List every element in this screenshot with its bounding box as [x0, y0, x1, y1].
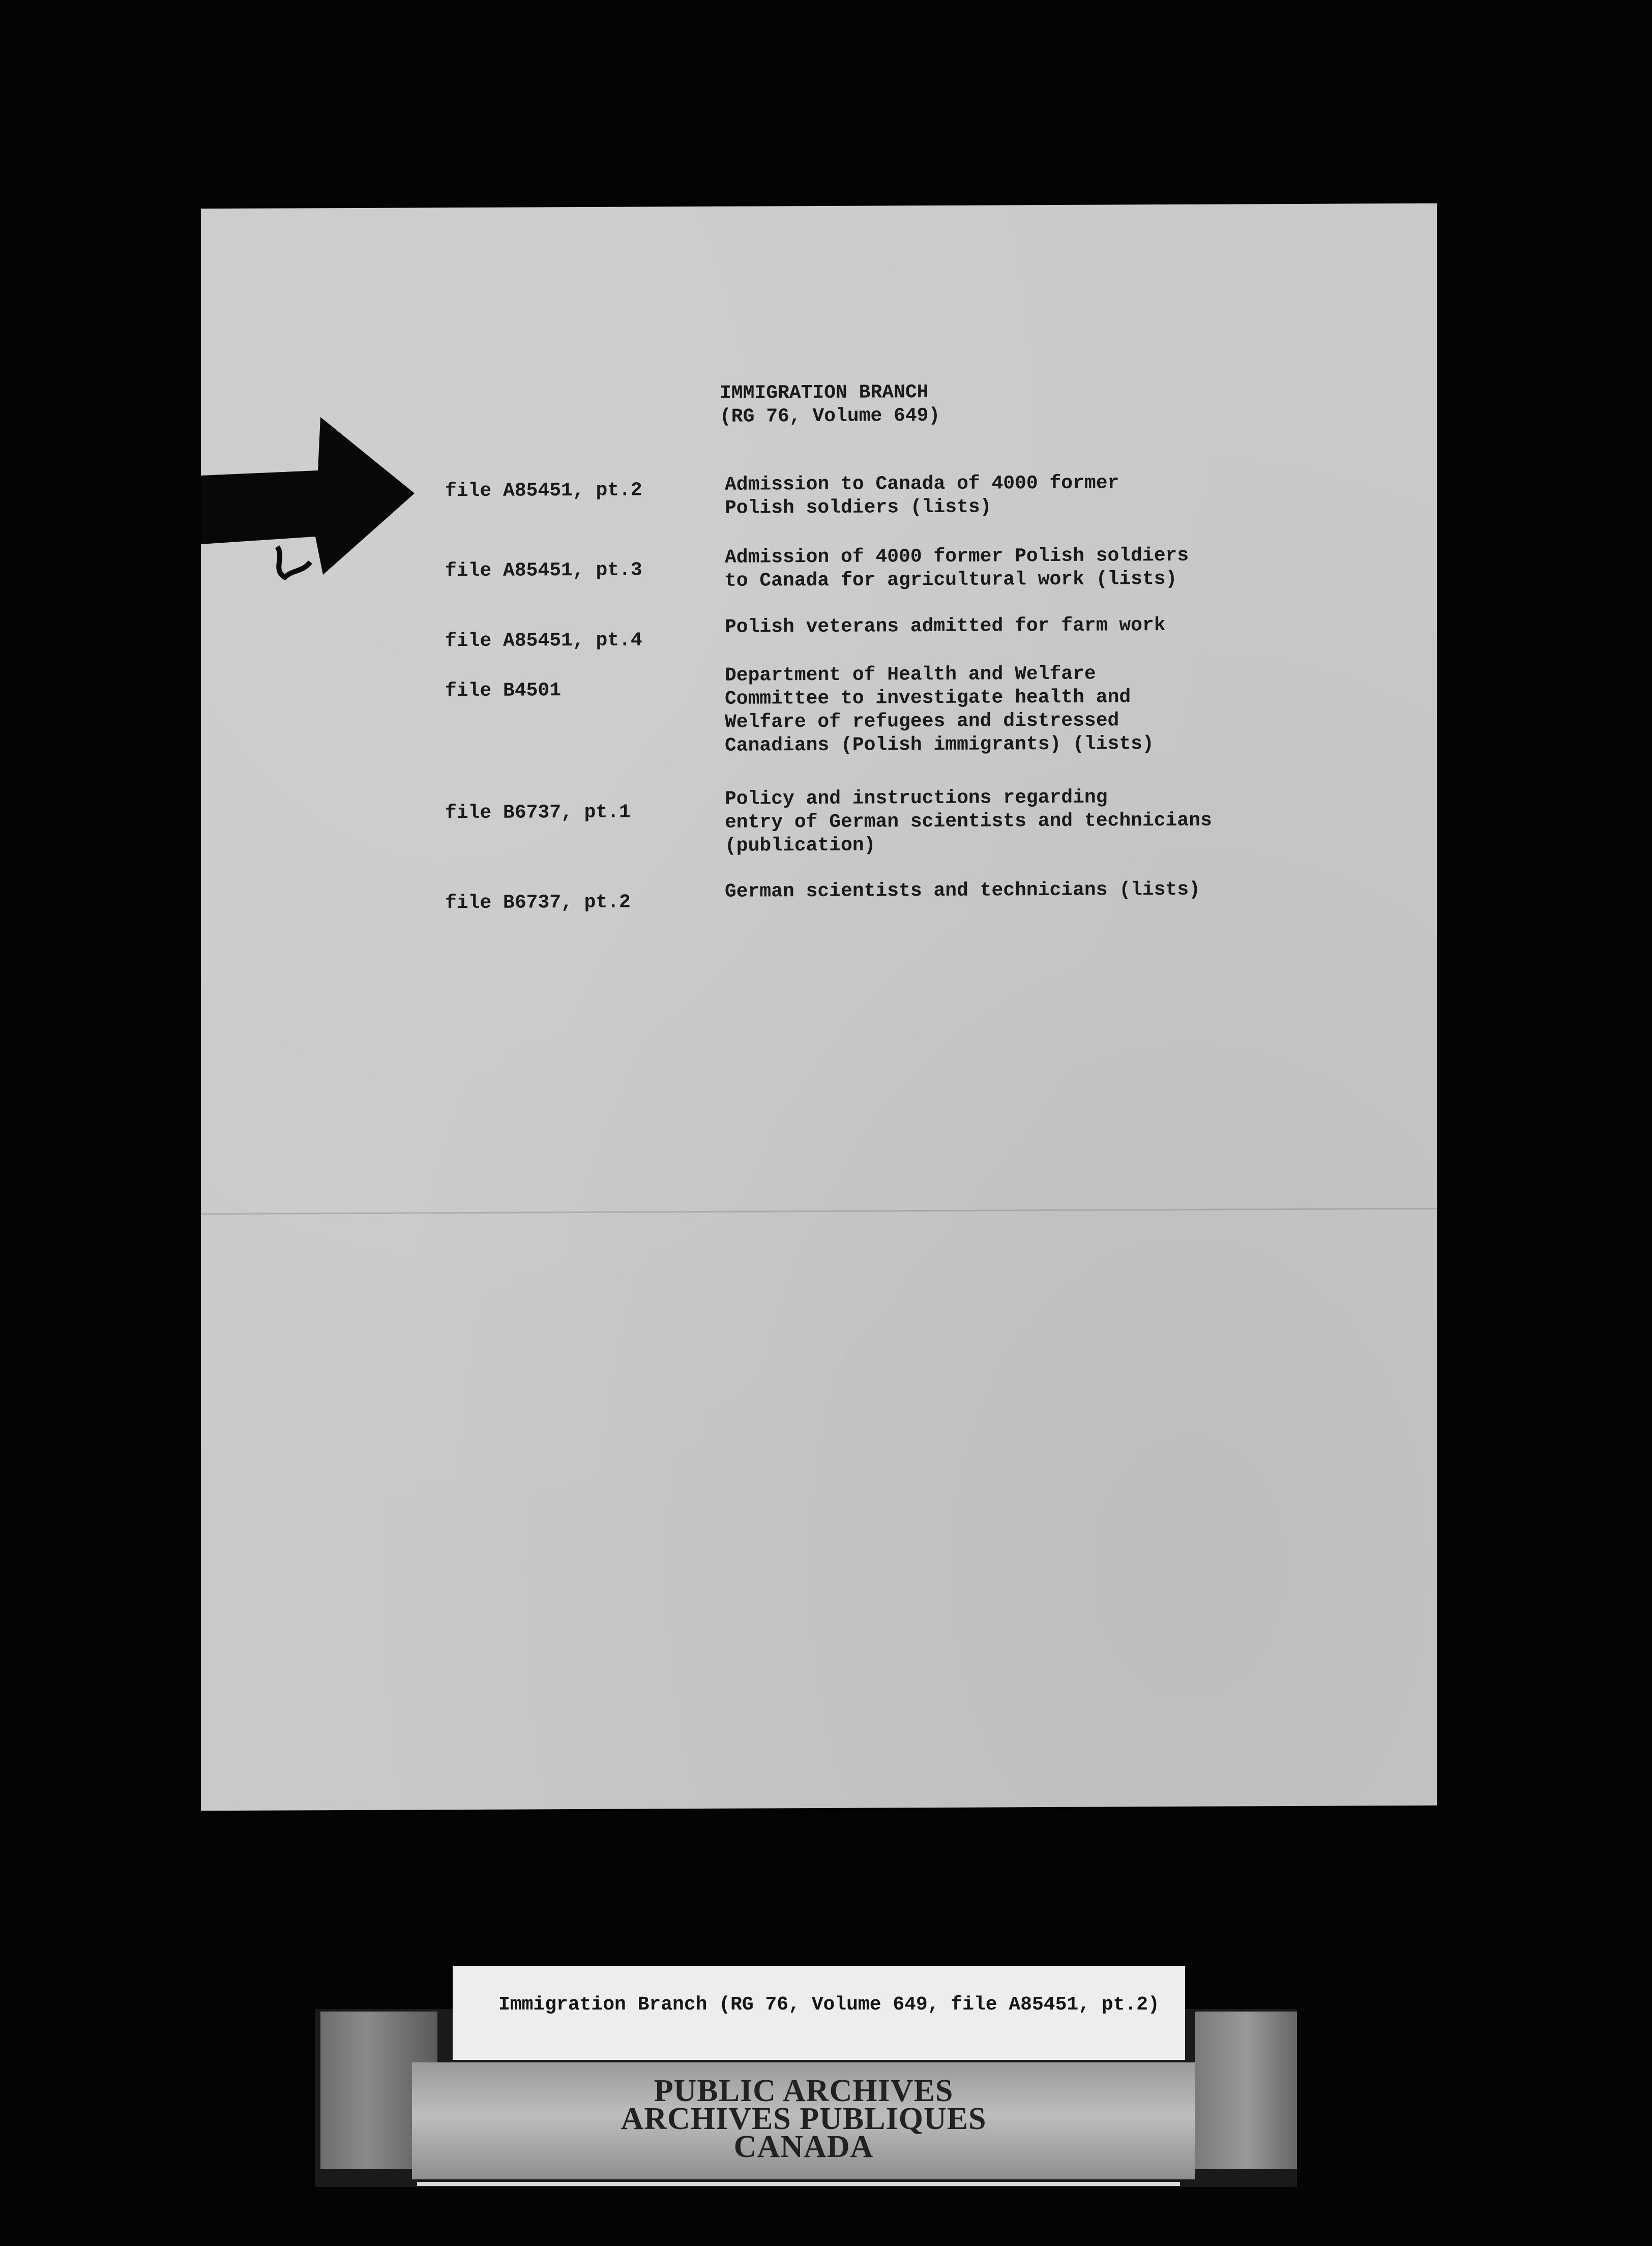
file-description: [725, 786, 1212, 858]
heading-line-2: (RG 76, Volume 649): [720, 404, 940, 428]
description-line: Admission to Canada of 4000 former: [725, 472, 1119, 496]
file-description: [725, 471, 1119, 520]
file-label: file A85451, pt.4: [445, 629, 642, 653]
file-description: [725, 544, 1189, 593]
pointer-arrow-icon: [201, 417, 455, 585]
file-label: file B4501: [445, 679, 562, 702]
description-line: (publication): [725, 834, 876, 857]
description-line: Welfare of refugees and distressed: [725, 710, 1119, 733]
heading-line-1: IMMIGRATION BRANCH: [720, 381, 929, 404]
document-heading: [720, 381, 940, 429]
description-line: to Canada for agricultural work (lists): [725, 568, 1177, 592]
label-bottom-edge: [417, 2182, 1180, 2186]
file-label: file A85451, pt.3: [445, 559, 642, 582]
label-tab-right: [1195, 2012, 1297, 2169]
description-line: Policy and instructions regarding: [725, 786, 1108, 810]
description-line: Admission of 4000 former Polish soldiers: [725, 544, 1189, 569]
file-description: [725, 662, 1154, 758]
stamp-line-1: PUBLIC ARCHIVES: [654, 2074, 954, 2108]
description-line: Polish soldiers (lists): [725, 496, 992, 519]
file-description: [725, 614, 1166, 639]
description-line: Committee to investigate health and: [725, 686, 1131, 710]
file-label: file B6737, pt.1: [445, 801, 631, 824]
label-caption: Immigration Branch (RG 76, Volume 649, file A85451, pt.2): [498, 1994, 1160, 2016]
stamp-line-3: CANADA: [733, 2130, 874, 2164]
description-line: Polish veterans admitted for farm work: [725, 614, 1166, 638]
file-label: file A85451, pt.2: [445, 479, 642, 503]
stamp-line-2: ARCHIVES PUBLIQUES: [621, 2102, 987, 2136]
description-line: Department of Health and Welfare: [725, 663, 1096, 687]
file-label: file B6737, pt.2: [445, 891, 631, 914]
file-description: [725, 878, 1200, 904]
fold-line: [201, 1208, 1437, 1215]
description-line: German scientists and technicians (lists): [725, 878, 1200, 903]
description-line: Canadians (Polish immigrants) (lists): [725, 733, 1154, 757]
description-line: entry of German scientists and technicians: [725, 809, 1212, 834]
